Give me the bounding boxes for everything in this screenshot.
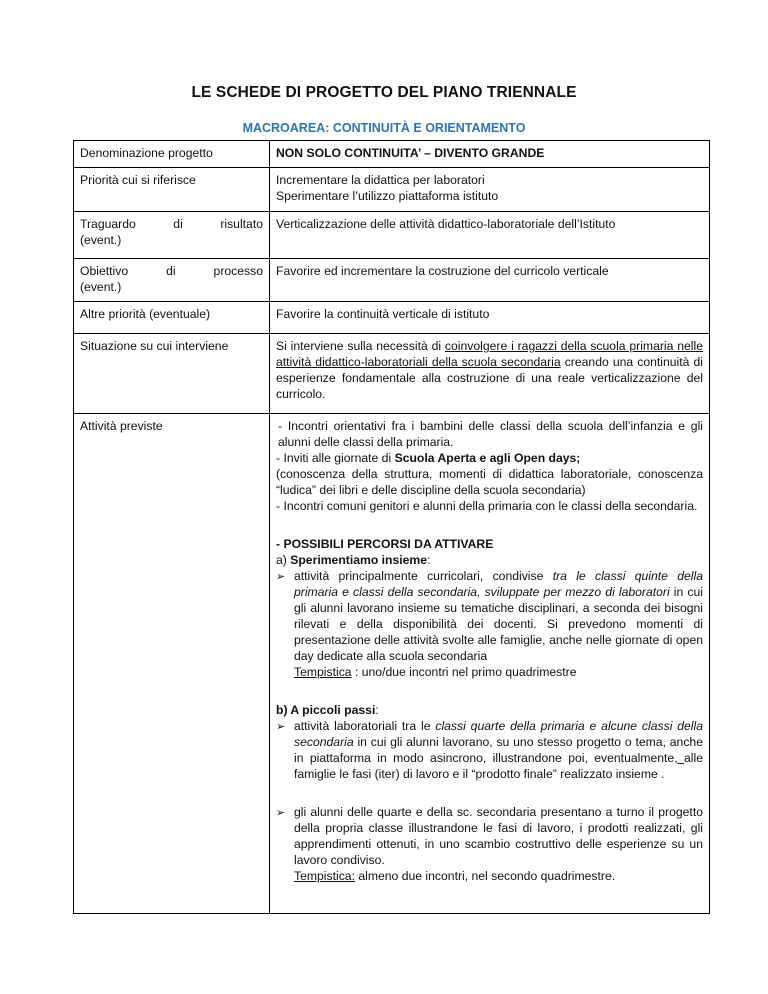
priorita-line: Incrementare la didattica per laboratori <box>276 173 485 187</box>
section-b-colon: : <box>375 703 379 717</box>
bullet-italic: tra le classi quinte della primaria e classi della secondaria, sviluppate per mezzo di laboratori <box>294 569 704 599</box>
situazione-text: creando una continuità di esperienze fondamentale alla costruzione di una reale verticalizzazione del curricolo. <box>276 355 703 401</box>
label-obiettivo <box>74 259 270 302</box>
label-situazione: Situazione su cui interviene <box>74 334 270 414</box>
table-row <box>74 259 710 302</box>
table-row <box>74 168 710 212</box>
value-priorita <box>270 168 710 212</box>
section-b-title: b) A piccoli passi <box>276 703 376 717</box>
tempistica-label: Tempistica <box>294 665 352 679</box>
attivita-line: (conoscenza della struttura, momenti di didattica laboratoriale, conoscenza “ludica” dei libri e delle discipline della scuola secondaria) <box>276 467 703 497</box>
value-obiettivo: Favorire ed incrementare la costruzione del curricolo verticale <box>270 259 710 302</box>
value-altre-priorita: Favorire la continuità verticale di istituto <box>270 302 710 334</box>
bullet-italic: classi quarte della primaria e alcune classi della secondaria <box>294 719 704 749</box>
tempistica-label: Tempistica: <box>294 869 355 883</box>
list-item <box>276 804 703 884</box>
table-row <box>74 414 710 914</box>
section-a-heading <box>276 552 703 568</box>
label-priorita: Priorità cui si riferisce <box>74 168 270 212</box>
value-traguardo: Verticalizzazione delle attività didattico-laboratoriale dell’Istituto <box>270 212 710 259</box>
list-item <box>276 568 703 680</box>
label-attivita: Attività previste <box>74 414 270 914</box>
label-word: di <box>173 217 183 231</box>
bullet-text: gli alunni delle quarte e della sc. secondaria presentano a turno il progetto della propria classe illustrandone le fasi di lavoro, i prodotti realizzati, gli apprendimenti ottenuti, in uno scambio costruttivo delle esperienze su un lavoro condiviso. <box>294 805 703 867</box>
label-obiettivo-line2: (event.) <box>80 280 122 294</box>
label-altre-priorita: Altre priorità (eventuale) <box>74 302 270 334</box>
arrow-bullet-icon: ➢ <box>276 807 286 819</box>
arrow-bullet-icon: ➢ <box>276 571 286 583</box>
tempistica-value: almeno due incontri, nel secondo quadrimestre. <box>354 869 616 883</box>
bullet-text: in cui gli alunni lavorano, su uno stesso progetto o tema, anche in piattaforma in modo asincrono, illustrandone poi, eventualmente <box>294 735 703 765</box>
table-row <box>74 334 710 414</box>
attivita-bold: Scuola Aperta e agli Open days; <box>394 451 581 465</box>
page-title: LE SCHEDE DI PROGETTO DEL PIANO TRIENNALE <box>191 84 577 101</box>
label-denominazione: Denominazione progetto <box>74 141 270 168</box>
label-word: di <box>166 264 176 278</box>
section-a-prefix: a) <box>276 553 291 567</box>
attivita-text: - Inviti alle giornate di <box>276 451 395 465</box>
table-row <box>74 141 710 168</box>
situazione-text: Si interviene sulla necessità di <box>276 339 445 353</box>
label-traguardo-line1 <box>80 216 263 232</box>
macroarea-subtitle: MACROAREA: CONTINUITÀ E ORIENTAMENTO <box>242 121 526 135</box>
situazione-underlined: coinvolgere i ragazzi della scuola primaria nelle attività didattico-laboratoriali della scuola secondaria <box>276 339 703 369</box>
section-a-title: Sperimentiamo insieme <box>290 553 428 567</box>
label-word: risultato <box>220 217 263 231</box>
bullet-text: in cui gli alunni lavorano insieme su tematiche disciplinari, a seconda dei bisogni rilevati e della disponibilità dei docenti. Si prevedono momenti di presentazione delle attività svolte alle famiglie, anche nelle giornate di open day dedicate alla scuola secondaria <box>294 585 703 663</box>
bullet-comma: , <box>674 751 685 765</box>
percorsi-title: - POSSIBILI PERCORSI DA ATTIVARE <box>276 537 494 551</box>
table-row <box>74 212 710 259</box>
attivita-line: - Incontri comuni genitori e alunni della primaria con le classi della secondaria. <box>276 499 698 513</box>
arrow-bullet-icon: ➢ <box>276 721 286 733</box>
label-traguardo-line2: (event.) <box>80 233 122 247</box>
value-denominazione: NON SOLO CONTINUITA’ – DIVENTO GRANDE <box>270 141 710 168</box>
section-b-heading <box>276 702 703 718</box>
section-a-colon: : <box>427 553 431 567</box>
attivita-line: - Incontri orientativi fra i bambini delle classi della scuola dell’infanzia e gli alunni delle classi della primaria. <box>278 419 703 449</box>
label-word: Obiettivo <box>80 264 129 278</box>
bullet-text: attività laboratoriali tra le <box>294 719 436 733</box>
attivita-line <box>276 450 703 466</box>
label-word: processo <box>213 264 263 278</box>
value-attivita <box>270 414 710 914</box>
bullet-text: alle famiglie le fasi (iter) di lavoro e il “prodotto finale” realizzato insieme . <box>294 751 703 781</box>
label-traguardo <box>74 212 270 259</box>
priorita-line: Sperimentare l’utilizzo piattaforma istituto <box>276 189 499 203</box>
tempistica-line <box>294 664 703 680</box>
tempistica-value: : uno/due incontri nel primo quadrimestre <box>351 665 577 679</box>
bullet-text: attività principalmente curricolari, condivise <box>294 569 553 583</box>
table-row <box>74 302 710 334</box>
tempistica-line <box>294 868 703 884</box>
list-item <box>276 718 703 782</box>
label-obiettivo-line1 <box>80 263 263 279</box>
project-table <box>73 140 710 914</box>
label-word: Traguardo <box>80 217 136 231</box>
value-situazione <box>270 334 710 414</box>
